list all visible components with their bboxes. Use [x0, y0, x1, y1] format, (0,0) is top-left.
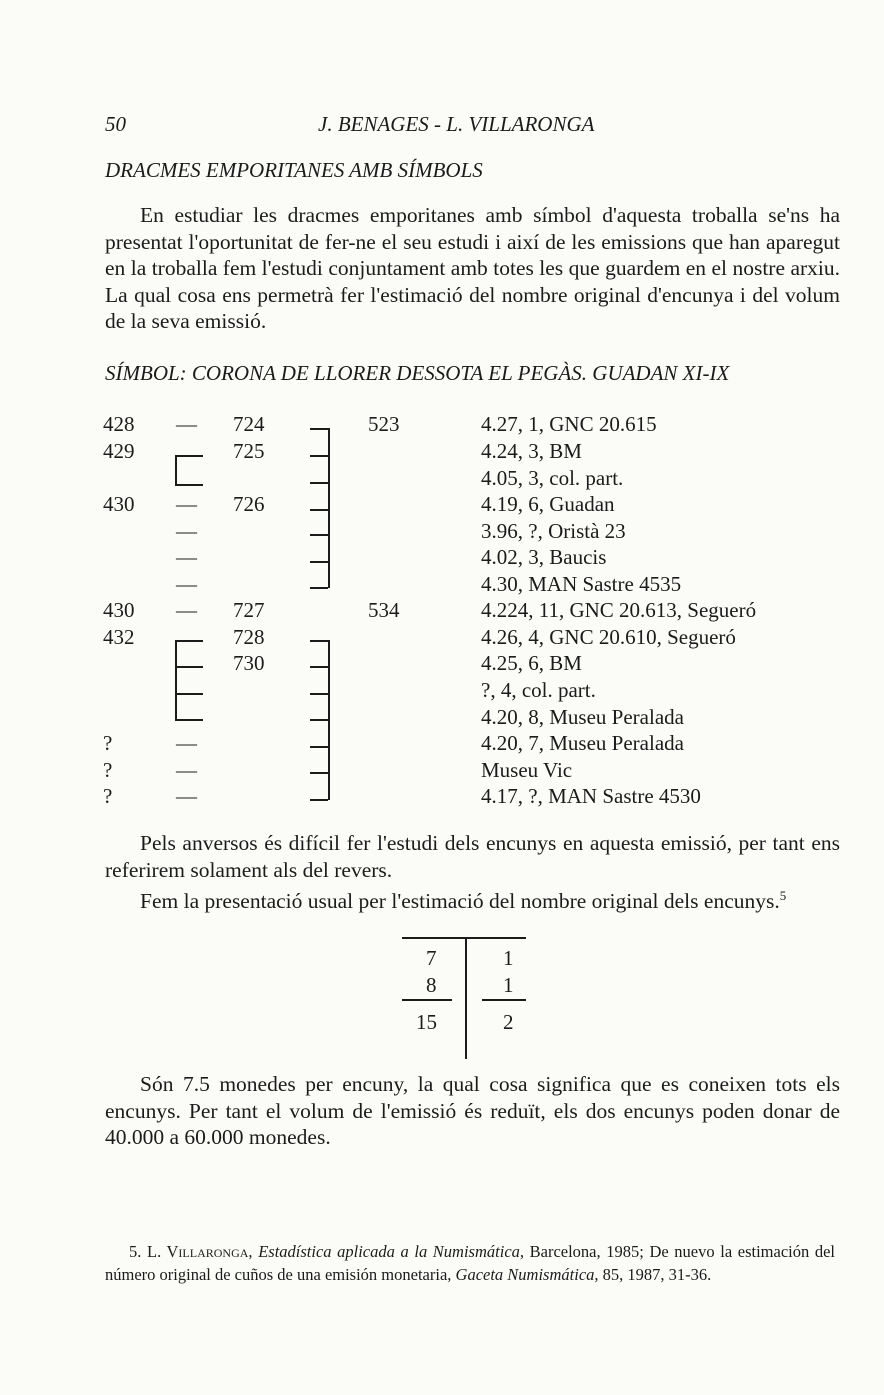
die-table-cell-c1: 430: [103, 492, 135, 516]
conclusion-paragraph: [105, 1071, 840, 1151]
die-table-cell-c1: 432: [103, 625, 135, 649]
die-table-cell-c2: —: [176, 598, 197, 622]
die-table-cell-c5: ?, 4, col. part.: [481, 678, 596, 702]
conclusion-paragraph-text: Són 7.5 monedes per encuny, la qual cosa significa que es coneixen tots els encunys. Per tant el volum de l'emissió és reduït, els dos encunys poden donar de 40.000 a 60.000 monedes.: [105, 1072, 840, 1149]
die-table-cell-c4: 534: [368, 598, 400, 622]
bracket-line: [175, 455, 203, 457]
bracket-line: [175, 693, 203, 695]
die-table-cell-c5: 4.25, 6, BM: [481, 651, 582, 675]
die-table-cell-c3: 727: [233, 598, 265, 622]
die-table-cell-c5: 4.20, 8, Museu Peralada: [481, 705, 684, 729]
die-table-cell-c5: 4.05, 3, col. part.: [481, 466, 624, 490]
footnote: [105, 1240, 835, 1286]
page-number: 50: [105, 112, 126, 136]
symbol-heading: SÍMBOL: CORONA DE LLORER DESSOTA EL PEGÀS. GUADAN XI-IX: [105, 361, 730, 385]
running-title: J. BENAGES - L. VILLARONGA: [318, 112, 595, 136]
die-table-cell-c1: 429: [103, 439, 135, 463]
estimation-left-value: 8: [426, 973, 437, 997]
bracket-line: [175, 640, 203, 642]
die-table-cell-c1: ?: [103, 758, 113, 782]
die-table-cell-c5: 4.17, ?, MAN Sastre 4530: [481, 784, 701, 808]
estimation-right-value: 1: [503, 973, 514, 997]
obverse-paragraph-text: Pels anversos és difícil fer l'estudi dels encunys en aquesta emissió, per tant ens referirem solament als del revers.: [105, 831, 840, 882]
estimation-vertical-rule: [465, 937, 467, 1059]
obverse-paragraph: [105, 830, 840, 915]
die-table-cell-c5: Museu Vic: [481, 758, 573, 782]
die-table-cell-c5: 4.26, 4, GNC 20.610, Segueró: [481, 625, 736, 649]
footnote-text: [105, 1240, 835, 1286]
estimation-right-value: 1: [503, 946, 514, 970]
die-table-cell-c5: 4.02, 3, Baucis: [481, 545, 607, 569]
footnote-author: L. Villaronga,: [147, 1242, 253, 1261]
bracket-line: [310, 509, 328, 511]
estimation-top-rule: [402, 937, 526, 939]
section-title: DRACMES EMPORITANES AMB SÍMBOLS: [105, 158, 483, 182]
bracket-line: [175, 640, 177, 720]
bracket-line: [310, 587, 328, 589]
footnote-ref: 5: [779, 888, 787, 903]
die-table-cell-c3: 725: [233, 439, 265, 463]
bracket-line: [328, 640, 330, 800]
bracket-line: [310, 746, 328, 748]
bracket-line: [310, 693, 328, 695]
footnote-book-title: Estadística aplicada a la Numismática: [258, 1242, 520, 1261]
die-table-cell-c5: 4.19, 6, Guadan: [481, 492, 615, 516]
die-table-cell-c5: 4.27, 1, GNC 20.615: [481, 412, 657, 436]
footnote-end-text: , 85, 1987, 31-36.: [594, 1265, 712, 1284]
die-table-cell-c5: 4.20, 7, Museu Peralada: [481, 731, 684, 755]
intro-paragraph: [105, 202, 840, 335]
die-table-cell-c1: ?: [103, 731, 113, 755]
bracket-line: [175, 455, 177, 485]
estimation-left-value: 7: [426, 946, 437, 970]
footnote-mid-text: , Barcelona, 1985; De nuevo la estimación del número original de cuños de una emisión monetaria,: [105, 1242, 836, 1284]
die-table-cell-c2: —: [176, 412, 197, 436]
die-table-cell-c3: 728: [233, 625, 265, 649]
bracket-line: [310, 640, 328, 642]
die-table-cell-c2: —: [176, 492, 197, 516]
footnote-journal: Gaceta Numismática: [455, 1265, 595, 1284]
bracket-line: [310, 772, 328, 774]
die-table-cell-c1: 430: [103, 598, 135, 622]
bracket-line: [310, 482, 328, 484]
bracket-line: [175, 666, 203, 668]
die-table-cell-c2: —: [176, 545, 197, 569]
die-table-cell-c2: —: [176, 519, 197, 543]
die-table-cell-c2: —: [176, 784, 197, 808]
die-table-cell-c2: —: [176, 758, 197, 782]
intro-paragraph-text: En estudiar les dracmes emporitanes amb símbol d'aquesta troballa se'ns ha presentat l'oportunitat de fer-ne el seu estudi i així de les emissions que han aparegut en la troballa fem l'estudi conjuntament amb totes les que guardem en el nostre arxiu. La qual cosa ens permetrà fer l'estimació del nombre original d'encunya i del volum de la seva emissió.: [105, 203, 840, 333]
bracket-line: [175, 484, 203, 486]
presentation-paragraph-text: Fem la presentació usual per l'estimació del nombre original dels encunys.: [140, 889, 780, 914]
die-table-cell-c4: 523: [368, 412, 400, 436]
die-table-cell-c5: 4.24, 3, BM: [481, 439, 582, 463]
estimation-right-sum-rule: [482, 999, 526, 1001]
bracket-line: [310, 666, 328, 668]
die-table-cell-c1: ?: [103, 784, 113, 808]
die-table-cell-c5: 4.224, 11, GNC 20.613, Segueró: [481, 598, 757, 622]
die-table-cell-c1: 428: [103, 412, 135, 436]
footnote-number: 5.: [129, 1242, 142, 1261]
estimation-left-total: 15: [416, 1010, 437, 1034]
bracket-line: [310, 799, 328, 801]
die-table-cell-c5: 4.30, MAN Sastre 4535: [481, 572, 682, 596]
bracket-line: [310, 428, 328, 430]
die-table-cell-c2: —: [176, 731, 197, 755]
estimation-right-total: 2: [503, 1010, 514, 1034]
bracket-line: [310, 719, 328, 721]
die-table-cell-c3: 730: [233, 651, 265, 675]
bracket-line: [310, 534, 328, 536]
die-table-cell-c3: 724: [233, 412, 265, 436]
bracket-line: [175, 719, 203, 721]
estimation-left-sum-rule: [402, 999, 452, 1001]
bracket-line: [328, 428, 330, 588]
bracket-line: [310, 455, 328, 457]
bracket-line: [310, 561, 328, 563]
die-table-cell-c5: 3.96, ?, Oristà 23: [481, 519, 626, 543]
presentation-paragraph: [105, 883, 840, 915]
die-table-cell-c2: —: [176, 572, 197, 596]
die-table-cell-c3: 726: [233, 492, 265, 516]
